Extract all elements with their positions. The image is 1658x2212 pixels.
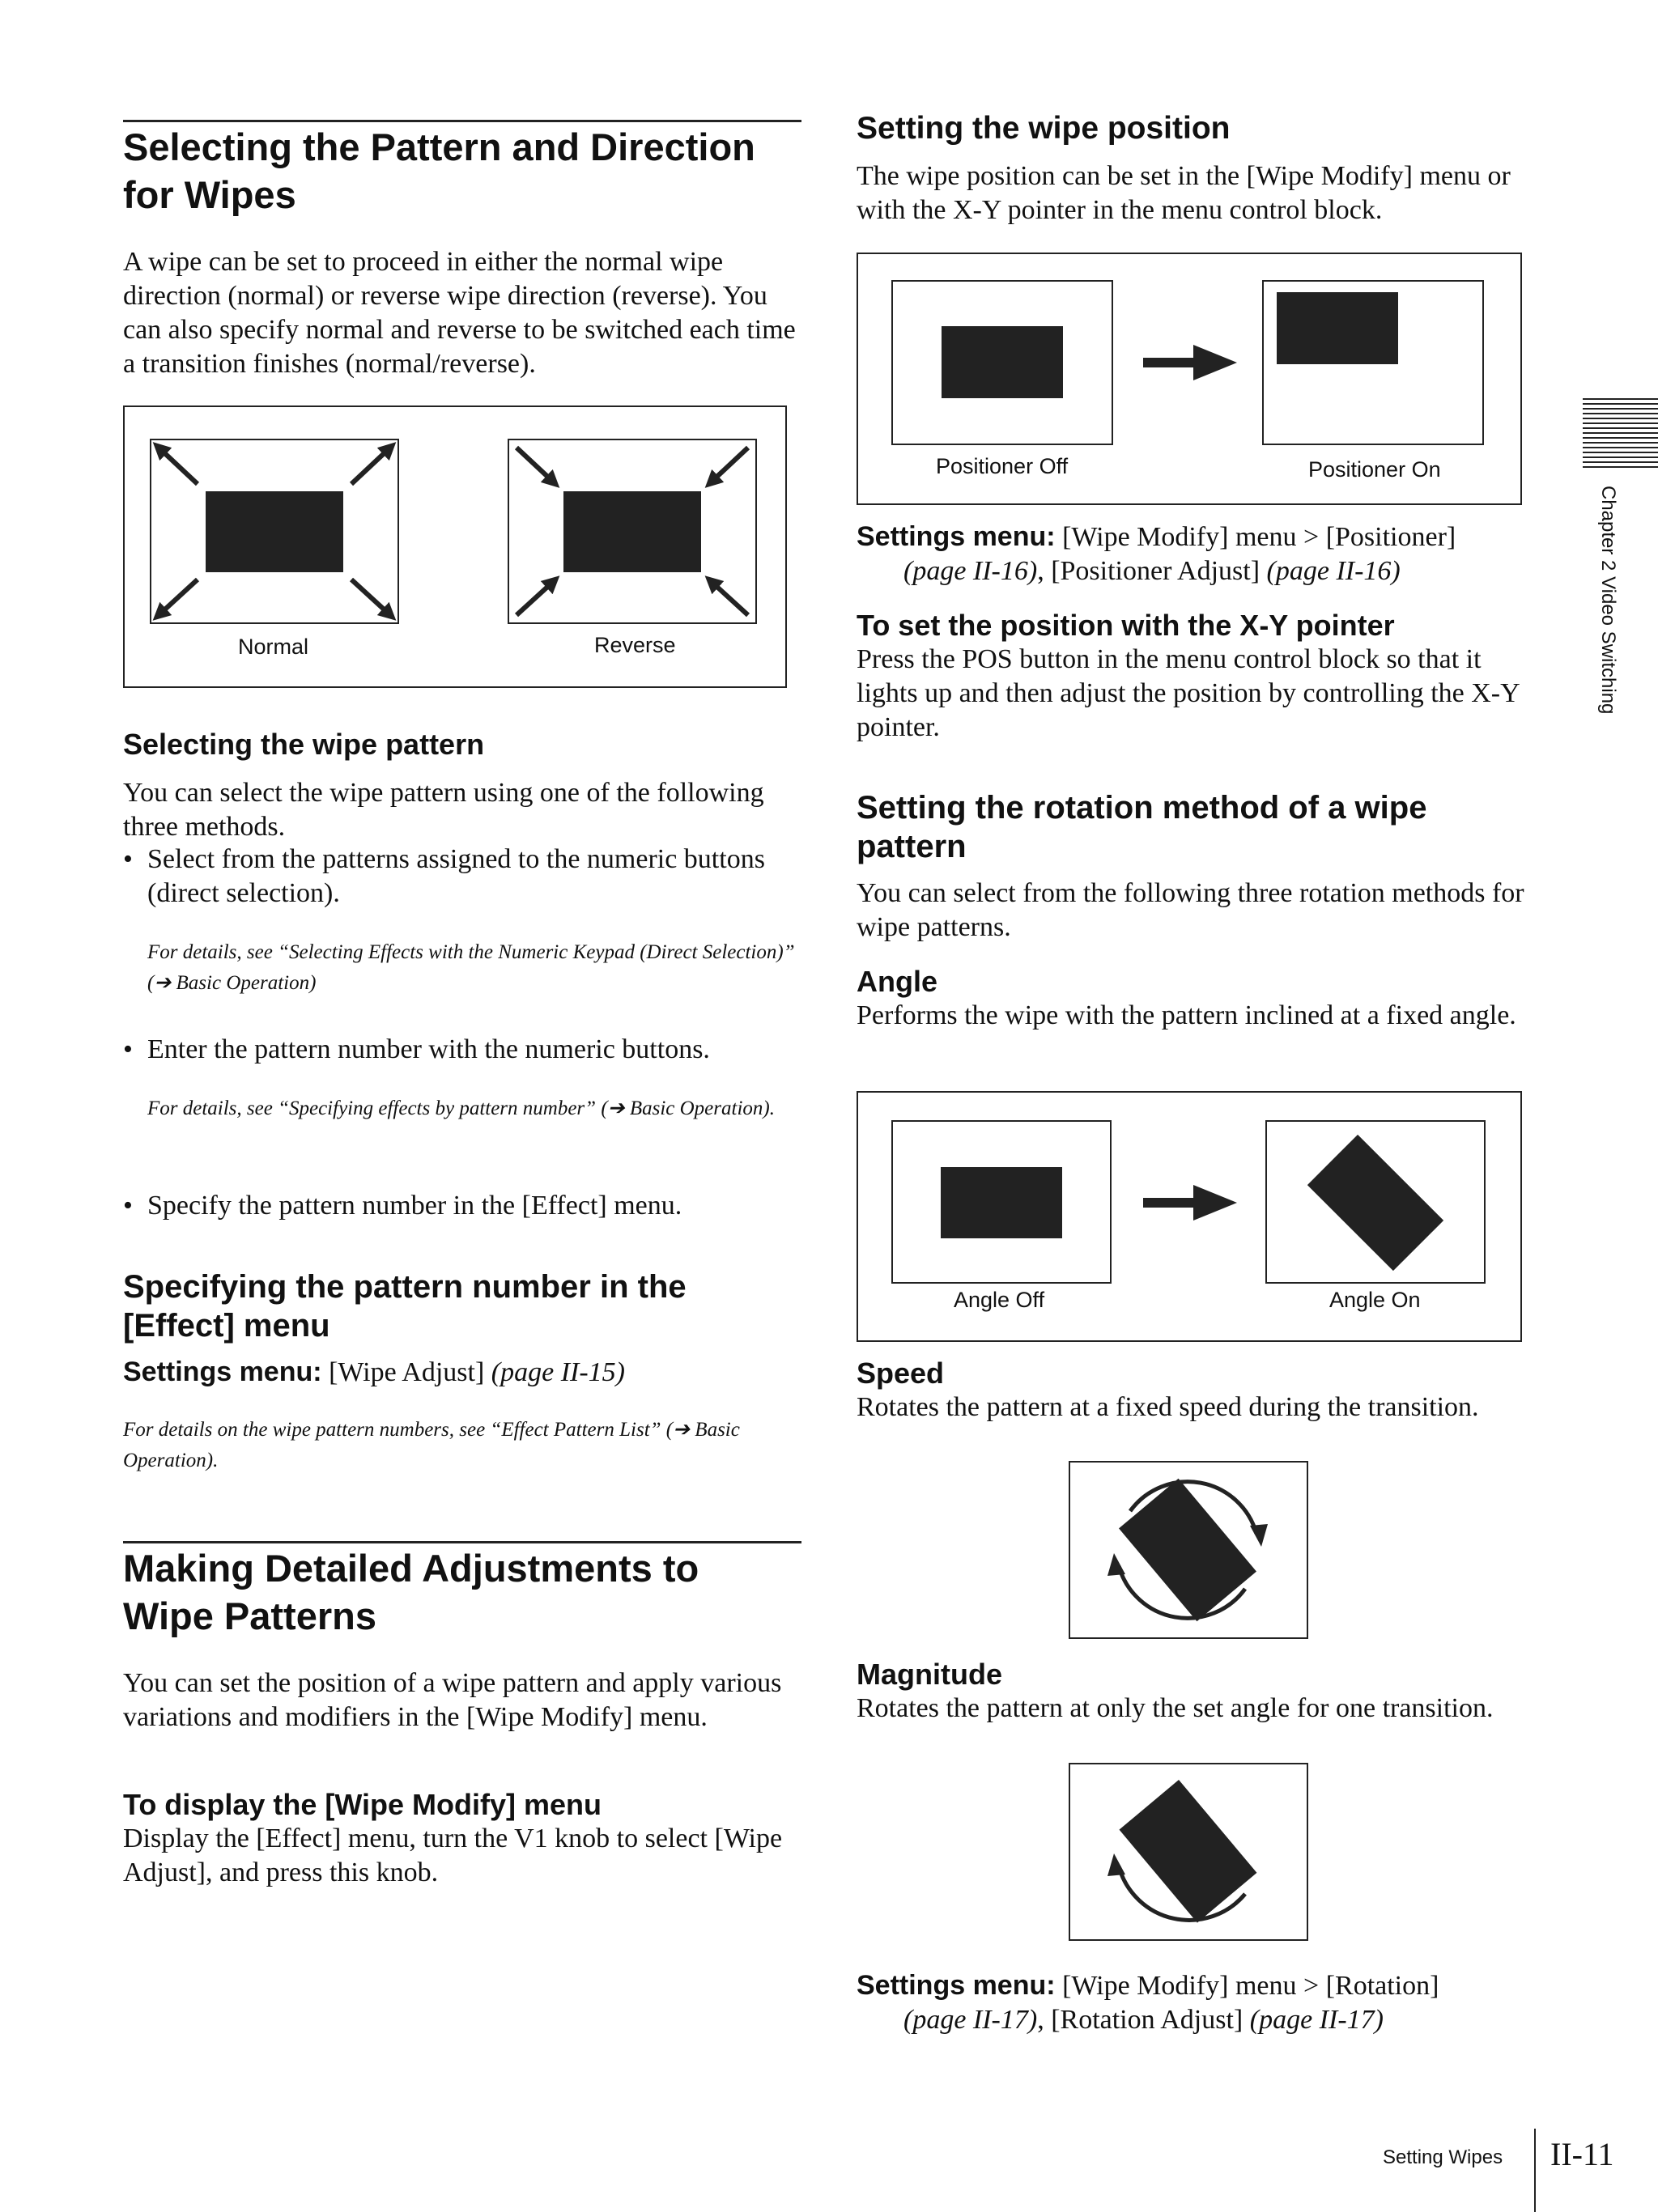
reverse-rect	[563, 491, 701, 572]
speed-heading: Speed	[857, 1356, 945, 1390]
speed-arrow-top	[1250, 1524, 1268, 1547]
positioner-arrow-head	[1193, 345, 1237, 380]
section-title-line2: for Wipes	[123, 173, 296, 216]
rotation-heading-line2: pattern	[857, 829, 967, 864]
specify-pattern-heading	[123, 1267, 803, 1345]
section-title-line1: Selecting the Pattern and Direction	[123, 125, 755, 168]
positioner-figure	[857, 253, 1522, 505]
settings-menu-value: [Wipe Adjust]	[329, 1357, 485, 1387]
settings-menu-label: Settings menu:	[857, 1970, 1056, 2001]
wipe-position-text: The wipe position can be set in the [Wipe Modify] menu or with the X-Y pointer in the menu control block.	[857, 161, 1511, 225]
positioner-on-rect	[1277, 292, 1398, 364]
direction-figure-svg	[125, 407, 785, 686]
section-title	[123, 123, 803, 219]
angle-figure	[857, 1091, 1522, 1342]
rotation-settings-line2	[857, 2003, 1561, 2037]
caption-positioner-on: Positioner On	[1308, 457, 1441, 482]
section2-intro: You can set the position of a wipe pattern and apply various variations and modifiers in the [Wipe Modify] menu.	[123, 1668, 782, 1732]
angle-off-rect	[941, 1167, 1062, 1238]
angle-heading: Angle	[857, 965, 938, 998]
wipe-pattern-heading: Selecting the wipe pattern	[123, 728, 485, 761]
rotation-intro: You can select from the following three rotation methods for wipe patterns.	[857, 878, 1524, 942]
magnitude-arrow	[1107, 1853, 1125, 1876]
settings-menu-value: [Wipe Modify] menu > [Positioner]	[1062, 522, 1456, 552]
bullet-dot: •	[123, 1034, 133, 1064]
note-pattern-number: For details, see “Specifying effects by pattern number” (➔ Basic Operation).	[147, 1098, 775, 1119]
caption-angle-off: Angle Off	[954, 1288, 1045, 1312]
speed-text: Rotates the pattern at a fixed speed during the transition.	[857, 1392, 1479, 1422]
angle-arrow-head	[1193, 1185, 1237, 1221]
angle-text: Performs the wipe with the pattern inclined at a fixed angle.	[857, 1000, 1516, 1030]
positioner-settings-line1	[857, 520, 1561, 554]
bullet-dot: •	[123, 844, 133, 874]
specify-heading-line1: Specifying the pattern number in the	[123, 1269, 687, 1305]
bullet-effect-menu	[123, 1189, 803, 1223]
bullet-text: Select from the patterns assigned to the numeric buttons (direct selection).	[147, 844, 765, 908]
intro-paragraph: A wipe can be set to proceed in either the normal wipe direction (normal) or reverse wipe direction (reverse). You can also specify normal and reverse to be switched each time a transition finishes (normal/reverse).	[123, 247, 796, 379]
xy-pointer-text: Press the POS button in the menu control block so that it lights up and then adjust the position by controlling the X-Y pointer.	[857, 644, 1520, 742]
caption-angle-on: Angle On	[1329, 1288, 1421, 1312]
magnitude-heading: Magnitude	[857, 1658, 1002, 1691]
rotation-method-heading	[857, 788, 1553, 866]
specify-heading-line2: [Effect] menu	[123, 1308, 330, 1344]
positioner-settings-menu	[857, 520, 1561, 588]
settings-menu-page: (page II-15)	[491, 1357, 625, 1387]
xy-pointer-heading: To set the position with the X-Y pointer	[857, 609, 1395, 642]
section2-title-line1: Making Detailed Adjustments to	[123, 1547, 699, 1590]
positioner-off-rect	[942, 326, 1063, 398]
direction-figure	[123, 405, 787, 688]
settings-menu-value-2: , [Rotation Adjust]	[1037, 2005, 1244, 2035]
rotation-settings-menu	[857, 1968, 1561, 2037]
section2-title	[123, 1544, 803, 1640]
caption-reverse: Reverse	[594, 633, 676, 657]
bullet-text: Specify the pattern number in the [Effect] menu.	[147, 1191, 682, 1221]
bullet-text: Enter the pattern number with the numeric buttons.	[147, 1034, 710, 1064]
settings-menu-page: (page II-16)	[903, 556, 1038, 586]
wipe-position-heading: Setting the wipe position	[857, 111, 1231, 146]
speed-arrow-bottom	[1107, 1553, 1125, 1576]
settings-menu-label: Settings menu:	[857, 521, 1056, 552]
display-menu-text: Display the [Effect] menu, turn the V1 knob to select [Wipe Adjust], and press this knob.	[123, 1824, 783, 1887]
settings-menu-label: Settings menu:	[123, 1356, 322, 1387]
section-rule-bottom	[123, 1541, 801, 1543]
positioner-settings-line2	[857, 554, 1561, 588]
rotation-heading-line1: Setting the rotation method of a wipe	[857, 790, 1427, 826]
note-direct-selection: For details, see “Selecting Effects with the Numeric Keypad (Direct Selection)” (➔ Basic Operation)	[147, 941, 795, 994]
section2-title-line2: Wipe Patterns	[123, 1594, 376, 1637]
rotation-settings-line1	[857, 1968, 1561, 2003]
footer-section-name: Setting Wipes	[1383, 2146, 1503, 2168]
speed-figure-svg	[1070, 1463, 1307, 1637]
settings-menu-page-2: (page II-16)	[1266, 556, 1401, 586]
chapter-tab-lines	[1583, 398, 1658, 471]
section-rule-top	[123, 120, 801, 122]
bullet-direct-selection	[123, 843, 803, 911]
settings-menu-page: (page II-17)	[903, 2005, 1038, 2035]
caption-normal: Normal	[238, 635, 309, 659]
wipe-pattern-intro: You can select the wipe pattern using one of the following three methods.	[123, 778, 764, 842]
magnitude-text: Rotates the pattern at only the set angle for one transition.	[857, 1693, 1494, 1723]
speed-figure	[1069, 1461, 1308, 1639]
bullet-pattern-number	[123, 1033, 803, 1067]
footer-divider	[1534, 2129, 1536, 2212]
settings-menu-value-2: , [Positioner Adjust]	[1037, 556, 1261, 586]
display-menu-heading: To display the [Wipe Modify] menu	[123, 1788, 602, 1821]
settings-menu-page-2: (page II-17)	[1249, 2005, 1384, 2035]
specify-settings-menu	[123, 1355, 803, 1390]
magnitude-figure-svg	[1070, 1764, 1307, 1939]
magnitude-figure	[1069, 1763, 1308, 1941]
bullet-dot: •	[123, 1191, 133, 1221]
page-number: II-11	[1550, 2136, 1614, 2172]
settings-menu-value: [Wipe Modify] menu > [Rotation]	[1062, 1971, 1439, 2001]
note-pattern-list: For details on the wipe pattern numbers, see “Effect Pattern List” (➔ Basic Operation).	[123, 1419, 740, 1471]
chapter-label: Chapter 2 Video Switching	[1597, 486, 1619, 715]
normal-rect	[206, 491, 343, 572]
caption-positioner-off: Positioner Off	[936, 454, 1069, 478]
